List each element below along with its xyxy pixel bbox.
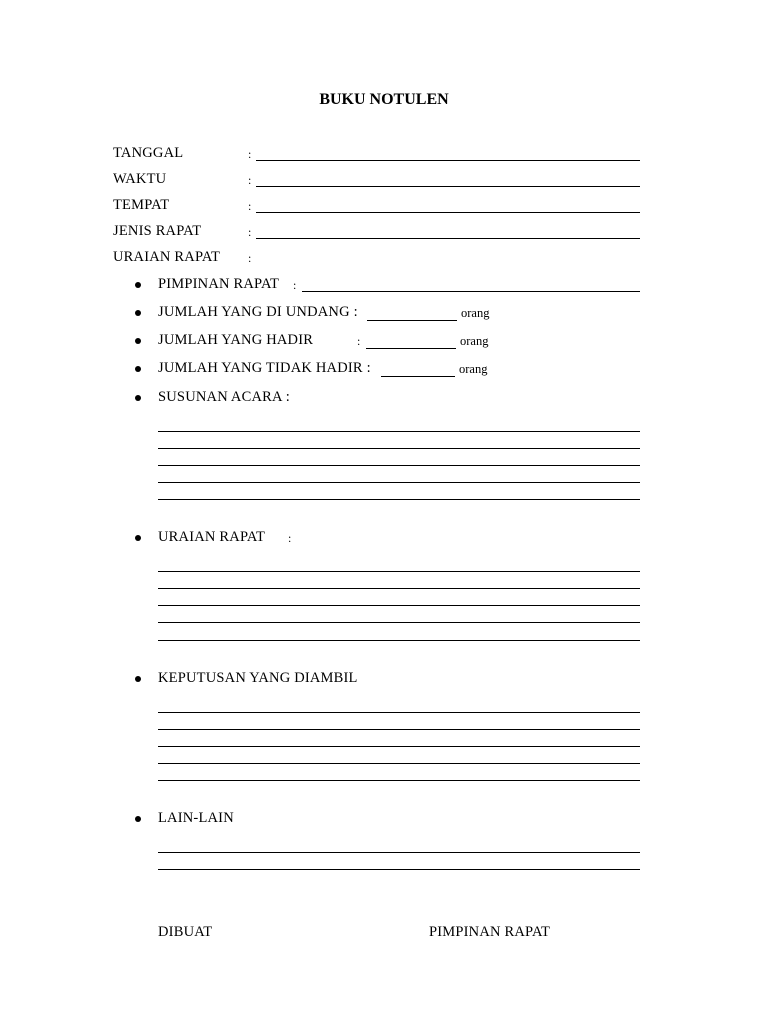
tanggal-field[interactable] bbox=[256, 160, 640, 161]
susunan-acara-line[interactable] bbox=[158, 448, 640, 449]
bullet-icon bbox=[135, 282, 141, 288]
uraian-rapat-line[interactable] bbox=[158, 640, 640, 641]
jumlah-tidak-hadir-label: JUMLAH YANG TIDAK HADIR : bbox=[158, 360, 371, 376]
pimpinan-rapat-field[interactable] bbox=[302, 291, 640, 292]
field-colon: : bbox=[357, 334, 361, 348]
lain-lain-line[interactable] bbox=[158, 852, 640, 853]
jenis-rapat-field[interactable] bbox=[256, 238, 640, 239]
keputusan-label: KEPUTUSAN YANG DIAMBIL bbox=[158, 670, 358, 686]
bullet-icon bbox=[135, 535, 141, 541]
field-label-waktu: WAKTU bbox=[113, 171, 167, 187]
field-label-tempat: TEMPAT bbox=[113, 197, 170, 213]
susunan-acara-label: SUSUNAN ACARA : bbox=[158, 389, 290, 405]
jumlah-hadir-label: JUMLAH YANG HADIR bbox=[158, 332, 314, 348]
lain-lain-label: LAIN-LAIN bbox=[158, 810, 234, 826]
susunan-acara-line[interactable] bbox=[158, 431, 640, 432]
susunan-acara-line[interactable] bbox=[158, 499, 640, 500]
field-colon: : bbox=[288, 531, 292, 545]
field-colon: : bbox=[248, 173, 252, 187]
bullet-icon bbox=[135, 816, 141, 822]
uraian-rapat-line[interactable] bbox=[158, 588, 640, 589]
unit-orang: orang bbox=[461, 306, 490, 320]
susunan-acara-line[interactable] bbox=[158, 465, 640, 466]
field-colon: : bbox=[248, 251, 252, 265]
keputusan-line[interactable] bbox=[158, 763, 640, 764]
field-label-tanggal: TANGGAL bbox=[113, 145, 184, 161]
unit-orang: orang bbox=[460, 334, 489, 348]
field-colon: : bbox=[248, 199, 252, 213]
field-label-jenis-rapat: JENIS RAPAT bbox=[113, 223, 202, 239]
keputusan-line[interactable] bbox=[158, 780, 640, 781]
field-label-uraian-rapat: URAIAN RAPAT bbox=[113, 249, 221, 265]
lain-lain-line[interactable] bbox=[158, 869, 640, 870]
keputusan-line[interactable] bbox=[158, 712, 640, 713]
keputusan-line[interactable] bbox=[158, 729, 640, 730]
bullet-icon bbox=[135, 676, 141, 682]
bullet-icon bbox=[135, 395, 141, 401]
field-colon: : bbox=[293, 278, 297, 292]
waktu-field[interactable] bbox=[256, 186, 640, 187]
keputusan-line[interactable] bbox=[158, 746, 640, 747]
signature-pimpinan-rapat: PIMPINAN RAPAT bbox=[429, 924, 551, 940]
uraian-rapat-line[interactable] bbox=[158, 605, 640, 606]
uraian-rapat-line[interactable] bbox=[158, 571, 640, 572]
signature-dibuat: DIBUAT bbox=[158, 924, 213, 940]
field-colon: : bbox=[248, 147, 252, 161]
pimpinan-rapat-label: PIMPINAN RAPAT bbox=[158, 276, 280, 292]
bullet-icon bbox=[135, 366, 141, 372]
unit-orang: orang bbox=[459, 362, 488, 376]
jumlah-tidak-hadir-field[interactable] bbox=[381, 376, 455, 377]
document-title: BUKU NOTULEN bbox=[319, 91, 449, 108]
jumlah-undang-label: JUMLAH YANG DI UNDANG : bbox=[158, 304, 358, 320]
uraian-rapat-label: URAIAN RAPAT bbox=[158, 529, 266, 545]
bullet-icon bbox=[135, 310, 141, 316]
field-colon: : bbox=[248, 225, 252, 239]
jumlah-hadir-field[interactable] bbox=[366, 348, 456, 349]
susunan-acara-line[interactable] bbox=[158, 482, 640, 483]
tempat-field[interactable] bbox=[256, 212, 640, 213]
bullet-icon bbox=[135, 338, 141, 344]
uraian-rapat-line[interactable] bbox=[158, 622, 640, 623]
jumlah-undang-field[interactable] bbox=[367, 320, 457, 321]
